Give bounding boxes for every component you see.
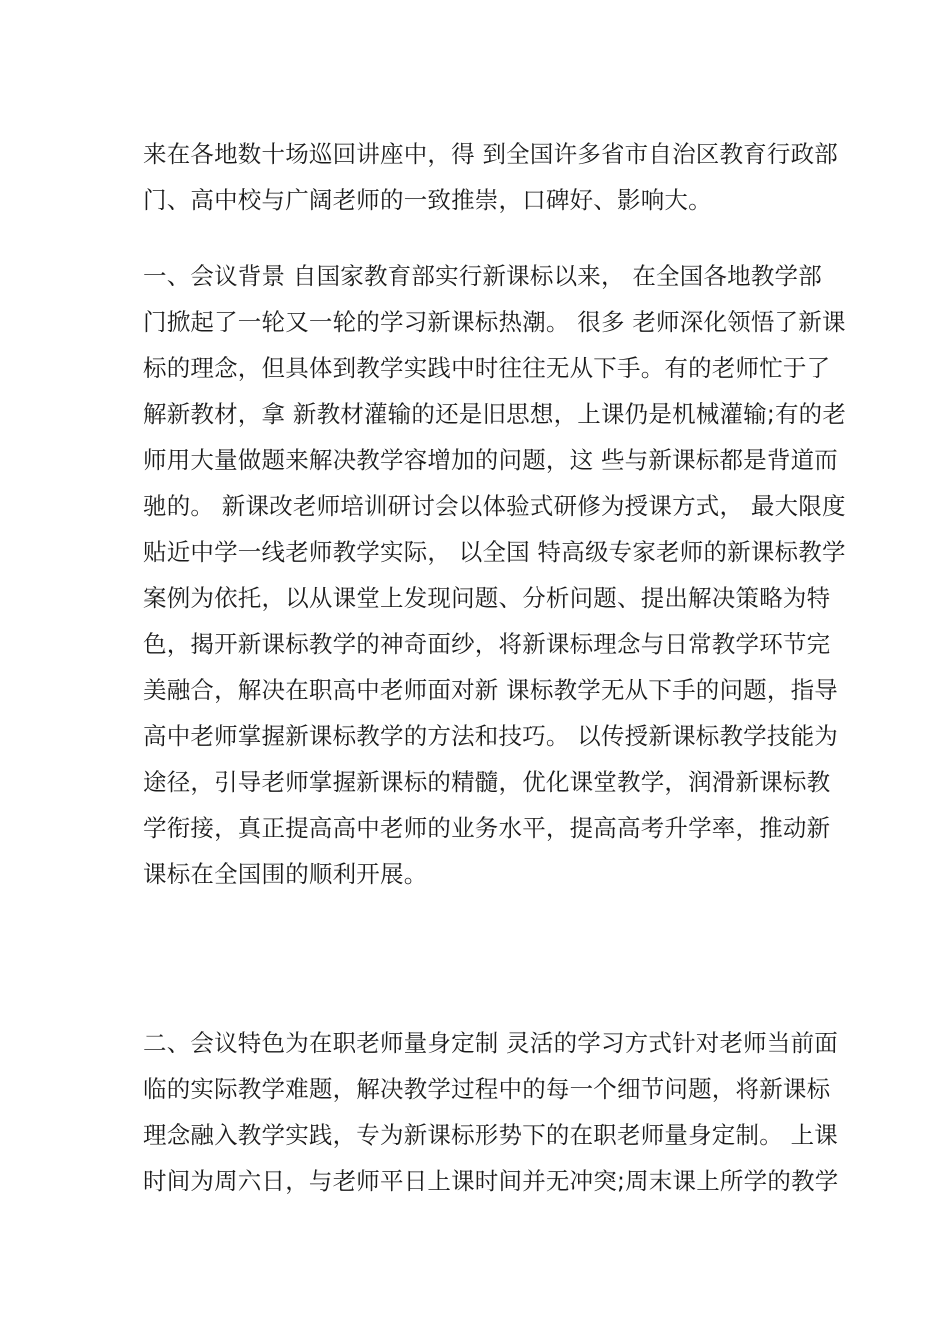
text-line: 美融合，解决在职高中老师面对新 课标教学无从下手的问题，指导 bbox=[143, 676, 838, 704]
text-line: 临的实际教学难题，解决教学过程中的每一个细节问题，将新课标 bbox=[143, 1075, 831, 1103]
text-line: 理念融入教学实践，专为新课标形势下的在职老师量身定制。 上课 bbox=[143, 1121, 838, 1149]
paragraph-intro-continuation bbox=[143, 131, 838, 223]
text-line: 课标在全国围的顺利开展。 bbox=[143, 860, 428, 888]
text-line: 驰的。 新课改老师培训研讨会以体验式研修为授课方式， 最大限度 bbox=[143, 492, 846, 520]
text-line: 门掀起了一轮又一轮的学习新课标热潮。 很多 老师深化领悟了新课 bbox=[143, 308, 846, 336]
paragraph-meeting-features bbox=[143, 1020, 839, 1204]
text-line: 高中老师掌握新课标教学的方法和技巧。 以传授新课标教学技能为 bbox=[143, 722, 838, 750]
text-line: 贴近中学一线老师教学实际， 以全国 特高级专家老师的新课标教学 bbox=[143, 538, 846, 566]
text-line: 途径，引导老师掌握新课标的精髓，优化课堂教学，润滑新课标教 bbox=[143, 768, 831, 796]
text-line: 案例为依托，以从课堂上发现问题、分析问题、提出解决策略为特 bbox=[143, 584, 831, 612]
text-line: 门、高中校与广阔老师的一致推崇，口碑好、影响大。 bbox=[143, 186, 712, 214]
text-line: 解新教材，拿 新教材灌输的还是旧思想，上课仍是机械灌输;有的老 bbox=[143, 400, 847, 428]
text-line: 师用大量做题来解决教学容增加的问题，这 些与新课标都是背道而 bbox=[143, 446, 838, 474]
text-line: 时间为周六日，与老师平日上课时间并无冲突;周末课上所学的教学 bbox=[143, 1167, 839, 1195]
text-line: 来在各地数十场巡回讲座中，得 到全国许多省市自治区教育行政部 bbox=[143, 140, 838, 168]
text-line: 色，揭开新课标教学的神奇面纱，将新课标理念与日常教学环节完 bbox=[143, 630, 831, 658]
text-line: 学衔接，真正提高高中老师的业务水平，提高高考升学率，推动新 bbox=[143, 814, 831, 842]
text-line: 一、会议背景 自国家教育部实行新课标以来， 在全国各地教学部 bbox=[143, 262, 822, 290]
paragraph-meeting-background bbox=[143, 253, 847, 897]
text-line: 标的理念，但具体到教学实践中时往往无从下手。有的老师忙于了 bbox=[143, 354, 831, 382]
text-line: 二、会议特色为在职老师量身定制 灵活的学习方式针对老师当前面 bbox=[143, 1029, 838, 1057]
